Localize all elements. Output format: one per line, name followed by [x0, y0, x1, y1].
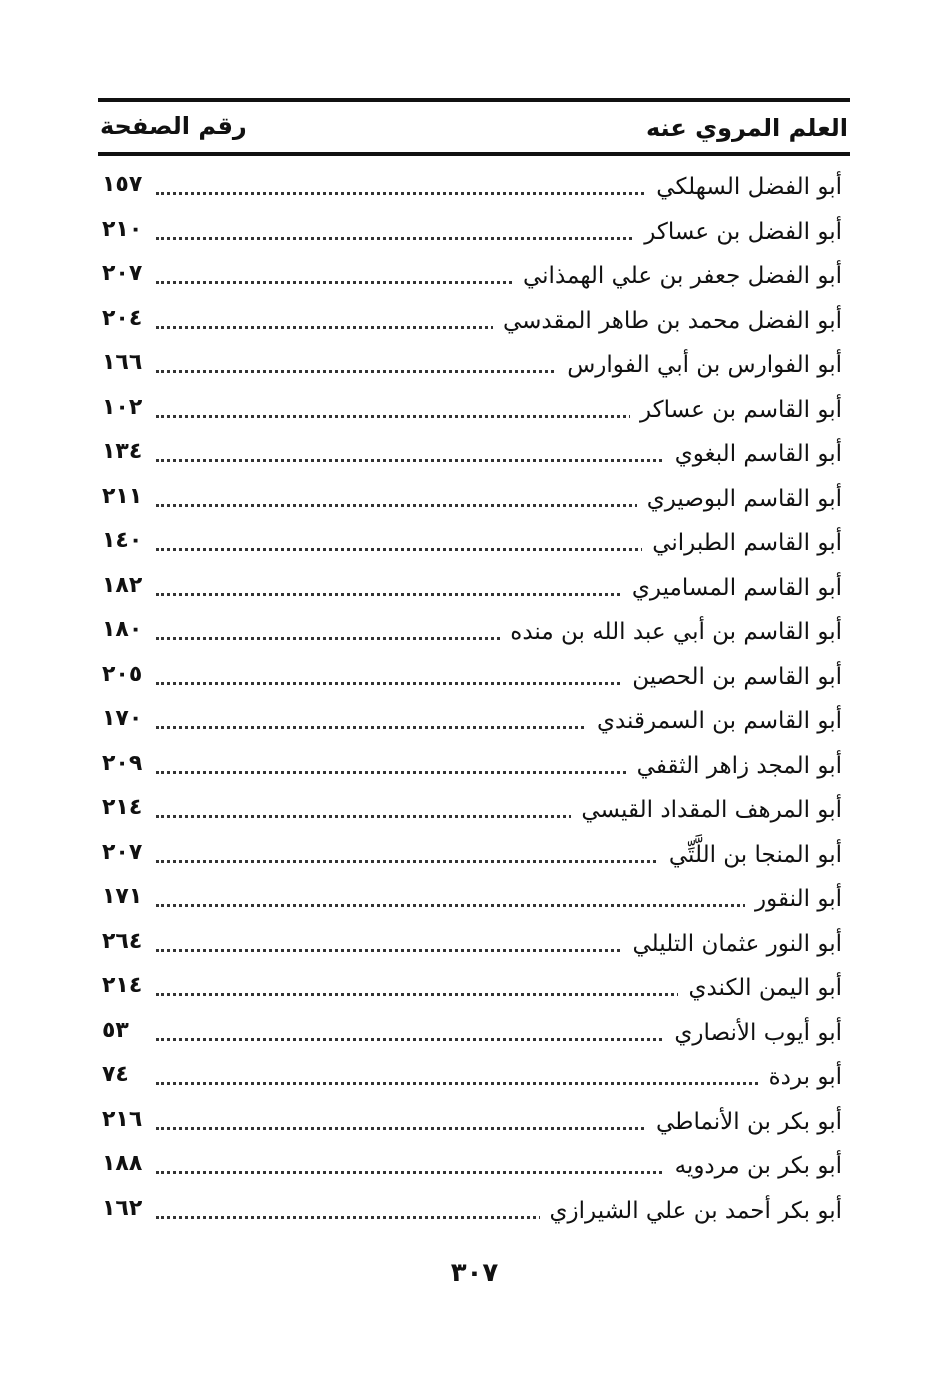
index-entry — [98, 836, 850, 881]
entry-name: أبو المنجا بن اللَّتِّي — [659, 842, 842, 868]
entry-name: أبو النقور — [745, 886, 842, 912]
index-entry — [98, 1058, 850, 1103]
index-entry — [98, 569, 850, 614]
entry-page-number: ١٥٧ — [102, 172, 148, 197]
entry-page-number: ١٨٨ — [102, 1151, 148, 1176]
entry-name: أبو الفضل جعفر بن علي الهمذاني — [513, 263, 842, 289]
index-entry — [98, 480, 850, 525]
index-entry — [98, 791, 850, 836]
entry-name: أبو الفضل السهلكي — [646, 174, 842, 200]
entry-page-number: ٢٦٤ — [102, 929, 148, 954]
entry-page-number: ١٧١ — [102, 884, 148, 909]
entry-page-number: ٢١٠ — [102, 217, 148, 242]
entry-page-number: ١٧٠ — [102, 706, 148, 731]
entry-name: أبو القاسم البوصيري — [637, 486, 842, 512]
entry-name: أبو بكر أحمد بن علي الشيرازي — [540, 1198, 842, 1224]
entry-name: أبو القاسم الطبراني — [642, 530, 842, 556]
entry-name: أبو بكر بن الأنماطي — [646, 1109, 842, 1135]
index-entry — [98, 658, 850, 703]
index-entry — [98, 302, 850, 347]
index-entry — [98, 747, 850, 792]
index-entry — [98, 257, 850, 302]
entry-page-number: ١٣٤ — [102, 439, 148, 464]
entry-name: أبو بردة — [759, 1064, 842, 1090]
index-entry — [98, 1192, 850, 1237]
index-entry — [98, 702, 850, 747]
entry-page-number: ٢١٦ — [102, 1107, 148, 1132]
index-entry — [98, 1014, 850, 1059]
entry-page-number: ٢٠٧ — [102, 840, 148, 865]
entry-name: أبو النور عثمان التليلي — [623, 931, 842, 957]
index-entry — [98, 1103, 850, 1148]
entry-name: أبو اليمن الكندي — [678, 975, 842, 1001]
index-entry — [98, 391, 850, 436]
page-column-heading: رقم الصفحة — [100, 112, 247, 140]
table-header — [98, 98, 850, 156]
entry-page-number: ١٨٠ — [102, 617, 148, 642]
leader-dots — [156, 904, 830, 907]
index-entry — [98, 613, 850, 658]
entry-name: أبو بكر بن مردويه — [665, 1153, 842, 1179]
entry-name: أبو القاسم المساميري — [622, 575, 842, 601]
entry-name: أبو القاسم البغوي — [665, 441, 842, 467]
index-entry — [98, 213, 850, 258]
index-entry — [98, 346, 850, 391]
entry-page-number: ٢٠٧ — [102, 261, 148, 286]
name-column-heading: العلم المروي عنه — [645, 114, 848, 142]
entry-page-number: ٢٠٤ — [102, 306, 148, 331]
entry-page-number: ١٦٦ — [102, 350, 148, 375]
entry-page-number: ١٨٢ — [102, 573, 148, 598]
entry-name: أبو القاسم بن الحصين — [622, 664, 842, 690]
index-entry — [98, 969, 850, 1014]
index-entry — [98, 435, 850, 480]
entry-page-number: ١٤٠ — [102, 528, 148, 553]
index-entry — [98, 168, 850, 213]
entry-name: أبو أيوب الأنصاري — [664, 1020, 842, 1046]
entry-page-number: ٧٤ — [102, 1062, 135, 1087]
entry-page-number: ١٦٢ — [102, 1196, 148, 1221]
entry-name: أبو المرهف المقداد القيسي — [571, 797, 842, 823]
entry-name: أبو القاسم بن أبي عبد الله بن منده — [500, 619, 842, 645]
entry-name: أبو القاسم بن عساكر — [630, 397, 842, 423]
entry-page-number: ٢١١ — [102, 484, 148, 509]
entry-page-number: ٥٣ — [102, 1018, 135, 1043]
entry-name: أبو الفضل بن عساكر — [634, 219, 842, 245]
entry-name: أبو الفضل محمد بن طاهر المقدسي — [493, 308, 842, 334]
index-entry — [98, 925, 850, 970]
entry-name: أبو القاسم بن السمرقندي — [587, 708, 842, 734]
page-number: ٣٠٧ — [450, 1258, 499, 1288]
index-entry — [98, 1147, 850, 1192]
leader-dots — [156, 1082, 830, 1085]
entry-page-number: ١٠٢ — [102, 395, 148, 420]
index-list — [98, 168, 850, 1236]
entry-page-number: ٢٠٩ — [102, 751, 148, 776]
index-entry — [98, 880, 850, 925]
entry-page-number: ٢١٤ — [102, 795, 148, 820]
entry-page-number: ٢١٤ — [102, 973, 148, 998]
entry-name: أبو المجد زاهر الثقفي — [627, 753, 842, 779]
index-entry — [98, 524, 850, 569]
entry-page-number: ٢٠٥ — [102, 662, 148, 687]
entry-name: أبو الفوارس بن أبي الفوارس — [557, 352, 842, 378]
